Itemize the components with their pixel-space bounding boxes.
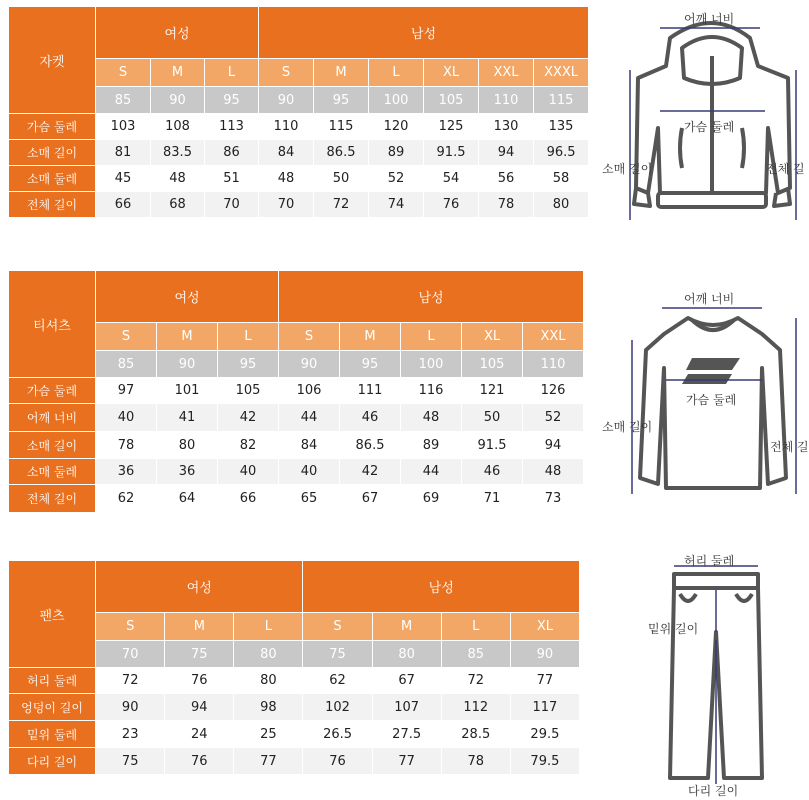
women-header: 여성 [96, 271, 279, 323]
measurement-label: 엉덩이 길이 [9, 694, 96, 721]
size-number: 90 [259, 87, 314, 114]
size-letter: L [234, 613, 303, 641]
measurement-value: 80 [234, 668, 303, 694]
pants-rise-label: 밑위 길이 [648, 622, 699, 636]
measurement-value: 103 [96, 114, 151, 140]
measurement-label: 가슴 둘레 [9, 378, 96, 404]
size-letter: L [218, 323, 279, 351]
size-number: 85 [441, 641, 510, 668]
measurement-value: 40 [218, 459, 279, 485]
category-title: 자켓 [9, 7, 96, 114]
measurement-value: 70 [259, 192, 314, 218]
measurement-row [9, 748, 580, 775]
measurement-value: 105 [218, 378, 279, 404]
size-letter: L [441, 613, 510, 641]
measurement-row [9, 721, 580, 748]
pants-waist-label: 허리 둘레 [684, 554, 735, 568]
measurement-row [9, 114, 589, 140]
measurement-value: 113 [205, 114, 259, 140]
measurement-value: 68 [151, 192, 205, 218]
size-number: 75 [303, 641, 372, 668]
size-letter: S [259, 59, 314, 87]
measurement-value: 77 [234, 748, 303, 775]
size-number: 105 [424, 87, 479, 114]
measurement-value: 66 [96, 192, 151, 218]
measurement-value: 78 [441, 748, 510, 775]
size-letter: XXXL [534, 59, 589, 87]
measurement-value: 50 [462, 404, 523, 432]
size-number: 90 [151, 87, 205, 114]
measurement-label: 소매 길이 [9, 432, 96, 459]
measurement-value: 70 [205, 192, 259, 218]
tshirt-diagram [600, 288, 809, 503]
measurement-value: 94 [165, 694, 234, 721]
size-letter: L [369, 59, 424, 87]
measurement-value: 28.5 [441, 721, 510, 748]
size-number: 85 [96, 87, 151, 114]
measurement-label: 다리 길이 [9, 748, 96, 775]
measurement-value: 106 [279, 378, 340, 404]
tshirt-length-label: 전체 길 [770, 440, 809, 454]
pants-diagram [600, 550, 800, 800]
size-letter: S [96, 323, 157, 351]
size-letter: XL [424, 59, 479, 87]
jacket-size-table [8, 6, 589, 218]
measurement-value: 86.5 [314, 140, 369, 166]
measurement-value: 71 [462, 485, 523, 513]
measurement-value: 40 [279, 459, 340, 485]
size-number: 80 [234, 641, 303, 668]
size-number: 100 [369, 87, 424, 114]
size-letter: S [279, 323, 340, 351]
measurement-value: 135 [534, 114, 589, 140]
measurement-value: 83.5 [151, 140, 205, 166]
measurement-row [9, 166, 589, 192]
measurement-value: 125 [424, 114, 479, 140]
measurement-value: 96.5 [534, 140, 589, 166]
size-number: 110 [523, 351, 584, 378]
size-letter: M [372, 613, 441, 641]
measurement-value: 52 [523, 404, 584, 432]
size-number-row [9, 87, 589, 114]
size-number: 85 [96, 351, 157, 378]
header-row [9, 271, 584, 323]
measurement-row [9, 485, 584, 513]
measurement-value: 48 [401, 404, 462, 432]
size-number: 80 [372, 641, 441, 668]
header-row [9, 7, 589, 59]
size-letter: M [340, 323, 401, 351]
measurement-value: 98 [234, 694, 303, 721]
size-letter: M [151, 59, 205, 87]
measurement-value: 41 [157, 404, 218, 432]
measurement-value: 24 [165, 721, 234, 748]
jacket-diagram [600, 8, 805, 230]
measurement-value: 40 [96, 404, 157, 432]
measurement-value: 50 [314, 166, 369, 192]
measurement-value: 76 [165, 668, 234, 694]
measurement-value: 86.5 [340, 432, 401, 459]
measurement-value: 89 [369, 140, 424, 166]
women-header: 여성 [96, 7, 259, 59]
measurement-value: 84 [259, 140, 314, 166]
size-letter: XXL [479, 59, 534, 87]
measurement-value: 102 [303, 694, 372, 721]
measurement-value: 108 [151, 114, 205, 140]
measurement-value: 67 [372, 668, 441, 694]
size-number: 105 [462, 351, 523, 378]
measurement-value: 73 [523, 485, 584, 513]
size-number: 70 [96, 641, 165, 668]
measurement-value: 97 [96, 378, 157, 404]
measurement-row [9, 140, 589, 166]
size-letter: S [96, 613, 165, 641]
measurement-value: 86 [205, 140, 259, 166]
measurement-value: 26.5 [303, 721, 372, 748]
measurement-value: 29.5 [510, 721, 579, 748]
measurement-value: 126 [523, 378, 584, 404]
jacket-length-label: 전체 길 [766, 162, 805, 176]
size-number: 95 [218, 351, 279, 378]
measurement-value: 110 [259, 114, 314, 140]
measurement-value: 52 [369, 166, 424, 192]
measurement-value: 56 [479, 166, 534, 192]
measurement-value: 44 [279, 404, 340, 432]
measurement-value: 42 [218, 404, 279, 432]
tshirt-size-table [8, 270, 584, 513]
measurement-label: 소매 길이 [9, 140, 96, 166]
measurement-value: 51 [205, 166, 259, 192]
size-number: 110 [479, 87, 534, 114]
measurement-row [9, 192, 589, 218]
men-header: 남성 [279, 271, 584, 323]
jacket-top-label: 어깨 너비 [684, 12, 735, 26]
measurement-value: 67 [340, 485, 401, 513]
measurement-value: 130 [479, 114, 534, 140]
measurement-row [9, 404, 584, 432]
measurement-value: 94 [479, 140, 534, 166]
measurement-label: 밑위 둘레 [9, 721, 96, 748]
measurement-value: 75 [96, 748, 165, 775]
measurement-value: 101 [157, 378, 218, 404]
pants-size-table [8, 560, 580, 775]
measurement-row [9, 668, 580, 694]
measurement-label: 허리 둘레 [9, 668, 96, 694]
measurement-value: 121 [462, 378, 523, 404]
size-letter: S [96, 59, 151, 87]
category-title: 티셔츠 [9, 271, 96, 378]
size-number-row [9, 351, 584, 378]
women-header: 여성 [96, 561, 303, 613]
measurement-value: 117 [510, 694, 579, 721]
pants-leg-label: 다리 길이 [688, 784, 739, 798]
measurement-row [9, 459, 584, 485]
size-letter: XL [510, 613, 579, 641]
measurement-value: 46 [462, 459, 523, 485]
measurement-value: 48 [259, 166, 314, 192]
pants-outline [600, 550, 800, 800]
measurement-value: 23 [96, 721, 165, 748]
measurement-value: 116 [401, 378, 462, 404]
measurement-value: 69 [401, 485, 462, 513]
tshirt-top-label: 어깨 너비 [684, 292, 735, 306]
size-letter: L [205, 59, 259, 87]
measurement-value: 79.5 [510, 748, 579, 775]
measurement-value: 62 [303, 668, 372, 694]
measurement-value: 115 [314, 114, 369, 140]
men-header: 남성 [303, 561, 580, 613]
measurement-value: 76 [303, 748, 372, 775]
measurement-label: 소매 둘레 [9, 166, 96, 192]
measurement-value: 107 [372, 694, 441, 721]
measurement-value: 64 [157, 485, 218, 513]
size-letter-row [9, 323, 584, 351]
measurement-value: 111 [340, 378, 401, 404]
size-letter: M [157, 323, 218, 351]
measurement-value: 36 [157, 459, 218, 485]
measurement-value: 84 [279, 432, 340, 459]
measurement-value: 45 [96, 166, 151, 192]
size-letter: XXL [523, 323, 584, 351]
measurement-row [9, 694, 580, 721]
measurement-value: 62 [96, 485, 157, 513]
measurement-value: 89 [401, 432, 462, 459]
tshirt-chest-label: 가슴 둘레 [686, 393, 737, 407]
header-row [9, 561, 580, 613]
measurement-value: 78 [479, 192, 534, 218]
measurement-label: 가슴 둘레 [9, 114, 96, 140]
size-letter: XL [462, 323, 523, 351]
measurement-value: 42 [340, 459, 401, 485]
measurement-value: 78 [96, 432, 157, 459]
size-letter: M [165, 613, 234, 641]
measurement-value: 81 [96, 140, 151, 166]
measurement-value: 65 [279, 485, 340, 513]
measurement-value: 90 [96, 694, 165, 721]
size-letter: L [401, 323, 462, 351]
measurement-value: 91.5 [424, 140, 479, 166]
size-letter-row [9, 59, 589, 87]
tshirt-sleeve-label: 소매 길이 [602, 420, 653, 434]
measurement-value: 76 [424, 192, 479, 218]
measurement-value: 76 [165, 748, 234, 775]
size-number: 100 [401, 351, 462, 378]
measurement-value: 36 [96, 459, 157, 485]
size-number: 90 [157, 351, 218, 378]
measurement-value: 27.5 [372, 721, 441, 748]
measurement-label: 전체 길이 [9, 192, 96, 218]
measurement-value: 72 [314, 192, 369, 218]
measurement-value: 54 [424, 166, 479, 192]
measurement-value: 74 [369, 192, 424, 218]
measurement-value: 77 [510, 668, 579, 694]
jacket-sleeve-label: 소매 길이 [602, 162, 653, 176]
measurement-label: 어깨 너비 [9, 404, 96, 432]
size-letter: S [303, 613, 372, 641]
measurement-value: 46 [340, 404, 401, 432]
measurement-value: 58 [534, 166, 589, 192]
size-letter: M [314, 59, 369, 87]
measurement-label: 소매 둘레 [9, 459, 96, 485]
size-number: 115 [534, 87, 589, 114]
measurement-value: 72 [96, 668, 165, 694]
size-number: 95 [314, 87, 369, 114]
measurement-value: 82 [218, 432, 279, 459]
measurement-value: 80 [157, 432, 218, 459]
measurement-label: 전체 길이 [9, 485, 96, 513]
size-number: 75 [165, 641, 234, 668]
measurement-value: 25 [234, 721, 303, 748]
size-number: 95 [340, 351, 401, 378]
size-number: 95 [205, 87, 259, 114]
measurement-value: 94 [523, 432, 584, 459]
measurement-row [9, 378, 584, 404]
measurement-value: 112 [441, 694, 510, 721]
size-number: 90 [279, 351, 340, 378]
measurement-value: 44 [401, 459, 462, 485]
measurement-value: 80 [534, 192, 589, 218]
measurement-value: 48 [151, 166, 205, 192]
measurement-value: 48 [523, 459, 584, 485]
jacket-chest-label: 가슴 둘레 [684, 120, 735, 134]
measurement-row [9, 432, 584, 459]
measurement-value: 77 [372, 748, 441, 775]
measurement-value: 66 [218, 485, 279, 513]
size-number: 90 [510, 641, 579, 668]
measurement-value: 72 [441, 668, 510, 694]
category-title: 팬츠 [9, 561, 96, 668]
measurement-value: 120 [369, 114, 424, 140]
measurement-value: 91.5 [462, 432, 523, 459]
men-header: 남성 [259, 7, 589, 59]
